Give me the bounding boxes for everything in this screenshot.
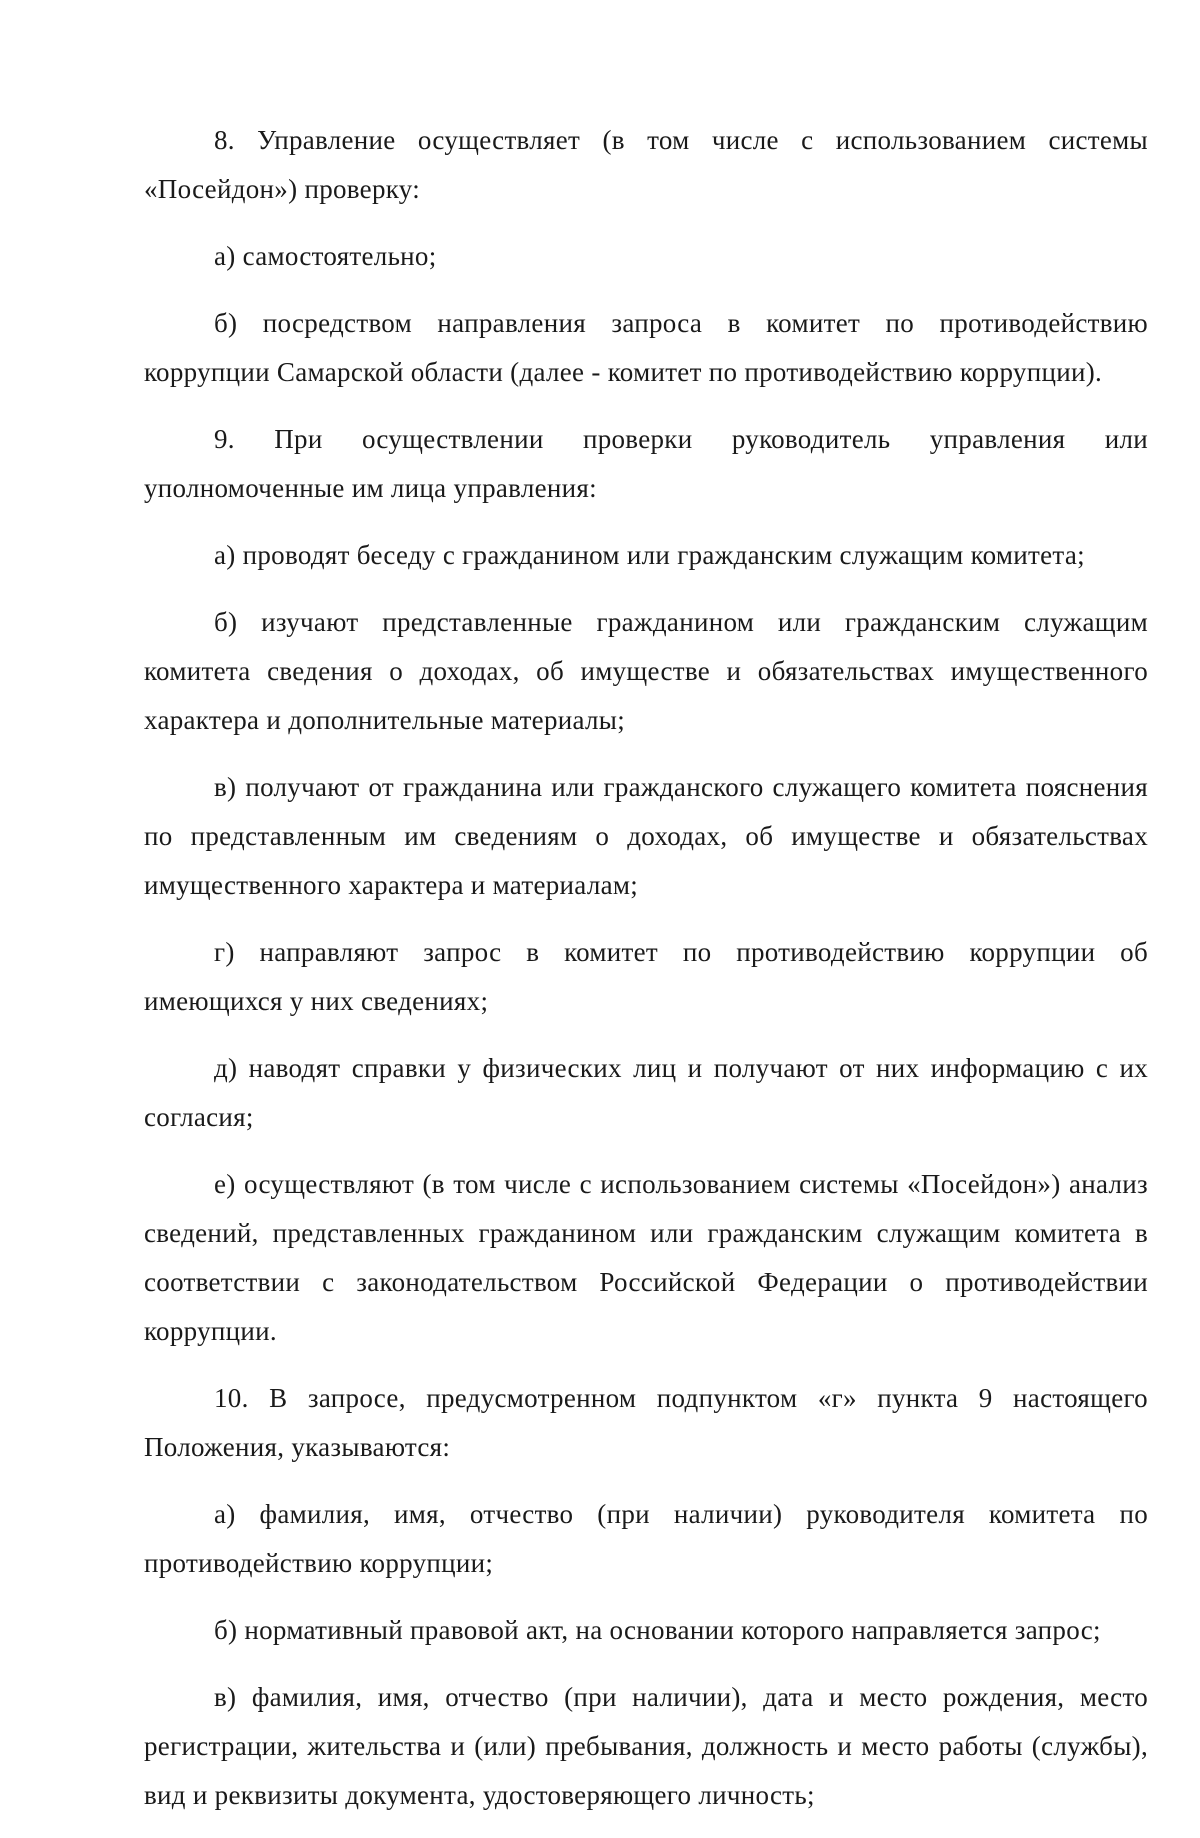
paragraph-8a: а) самостоятельно;	[214, 241, 437, 271]
paragraph-8: 8. Управление осуществляет (в том числе с использованием системы «Посейдон») проверку:	[144, 125, 1148, 204]
paragraph-9g: г) направляют запрос в комитет по противодействию коррупции об имеющихся у них сведениях;	[144, 937, 1148, 1016]
paragraph-8b: б) посредством направления запроса в комитет по противодействию коррупции Самарской области (далее - комитет по противодействию коррупции).	[144, 308, 1148, 387]
paragraph-10v: в) фамилия, имя, отчество (при наличии), дата и место рождения, место регистрации, жительства и (или) пребывания, должность и место работы (службы), вид и реквизиты документа, удостоверяющего личность;	[144, 1682, 1148, 1810]
paragraph-9: 9. При осуществлении проверки руководитель управления или уполномоченные им лица управления:	[144, 424, 1148, 503]
paragraph-10a: а) фамилия, имя, отчество (при наличии) руководителя комитета по противодействию коррупции;	[144, 1499, 1148, 1578]
paragraph-9e: е) осуществляют (в том числе с использованием системы «Посейдон») анализ сведений, представленных гражданином или гражданским служащим комитета в соответствии с законодательством Российской Федерации о противодействии коррупции.	[144, 1169, 1148, 1346]
paragraph-10: 10. В запросе, предусмотренном подпунктом «г» пункта 9 настоящего Положения, указываются:	[144, 1383, 1148, 1462]
paragraph-9v: в) получают от гражданина или гражданского служащего комитета пояснения по представленным им сведениям о доходах, об имуществе и обязательствах имущественного характера и материалам;	[144, 772, 1148, 900]
paragraph-9d: д) наводят справки у физических лиц и получают от них информацию с их согласия;	[144, 1053, 1148, 1132]
paragraph-9b: б) изучают представленные гражданином или гражданским служащим комитета сведения о доходах, об имуществе и обязательствах имущественного характера и дополнительные материалы;	[144, 607, 1148, 735]
paragraph-9a: а) проводят беседу с гражданином или гражданским служащим комитета;	[214, 540, 1085, 570]
document-body	[144, 116, 1148, 1838]
paragraph-10b: б) нормативный правовой акт, на основании которого направляется запрос;	[214, 1615, 1101, 1645]
